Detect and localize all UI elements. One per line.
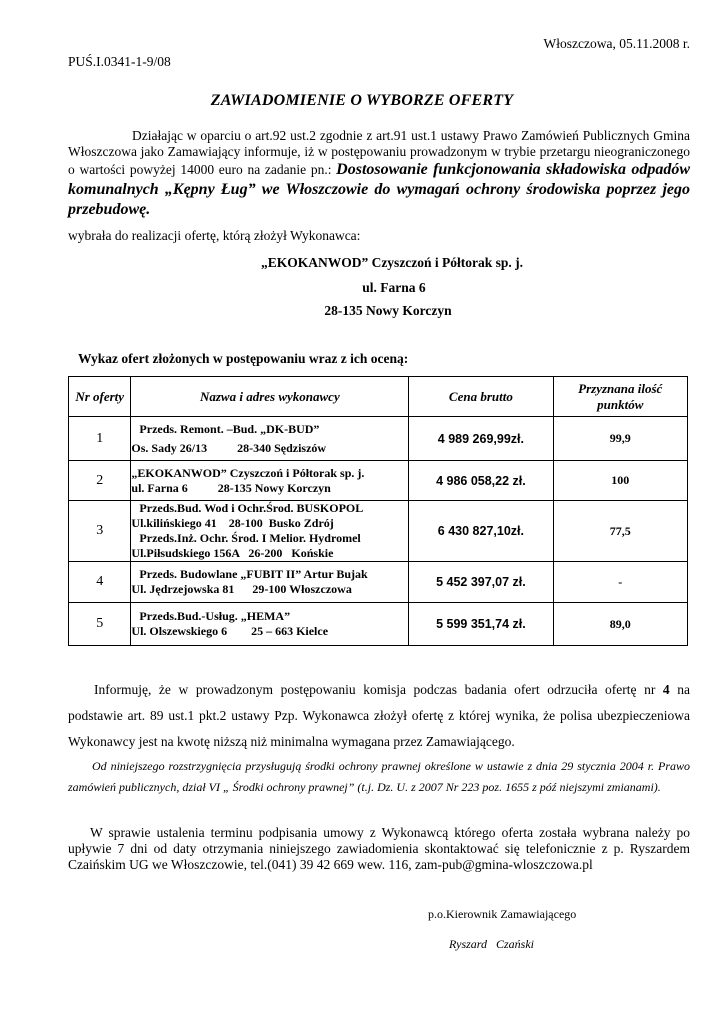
contractor-line: Os. Sady 26/13 28-340 Sędziszów <box>131 440 327 455</box>
offers-table <box>68 376 688 646</box>
reference-number: PUŚ.I.0341-1-9/08 <box>68 54 171 69</box>
contractor-line: Ul. Olszewskiego 6 25 – 663 Kielce <box>131 624 329 638</box>
header-points: Przyznana ilość punktów <box>553 377 688 417</box>
legal-remedies-text: Od niniejszego rozstrzygnięcia przysługują środki ochrony prawnej określone w ustawie z dnia 29 stycznia 2004 r. Prawo zamówień publicznych, dział VI „ Środki ochrony prawnej” (t.j. Dz. U. z 2007 Nr 223 poz. 1655 z póź niejszymi zmianami). <box>68 759 690 794</box>
contractor-line: Ul.Piłsudskiego 156A 26-200 Końskie <box>131 546 334 560</box>
contractor-line: Przeds.Inż. Ochr. Środ. I Melior. Hydromel <box>139 531 361 545</box>
table-row <box>69 417 688 461</box>
tender-subject: Dostosowanie funkcjonowania składowiska odpadów komunalnych „Kępny Ług” we Włoszczowie do wymagań ochrony środowiska poprzez jego przebudowę. <box>68 161 690 218</box>
signatory-role: p.o.Kierownik Zamawiającego <box>428 907 577 921</box>
table-row <box>69 603 688 646</box>
table-row <box>69 562 688 603</box>
signatory-name: Ryszard Czański <box>449 937 535 951</box>
contractor-name <box>131 603 409 646</box>
contractor-name <box>131 461 409 501</box>
chosen-offer-text: wybrała do realizacji ofertę, którą złożył Wykonawca: <box>68 228 361 243</box>
contractor-line: Ul. Jędrzejowska 81 29-100 Włoszczowa <box>131 582 352 596</box>
document-title: ZAWIADOMIENIE O WYBORZE OFERTY <box>210 92 514 109</box>
table-row <box>69 461 688 501</box>
offer-number: 2 <box>69 461 131 501</box>
offer-number: 4 <box>69 562 131 603</box>
offers-heading: Wykaz ofert złożonych w postępowaniu wraz z ich oceną: <box>78 351 409 366</box>
rejection-text-start: Informuję, że w prowadzonym postępowaniu komisja podczas badania ofert odrzuciła ofertę nr <box>94 682 663 697</box>
header-number: Nr oferty <box>69 377 131 417</box>
document-date: Włoszczowa, 05.11.2008 r. <box>543 36 690 51</box>
offer-points: 77,5 <box>553 501 688 562</box>
contractor-name <box>131 417 409 461</box>
offer-price: 6 430 827,10zł. <box>409 501 553 562</box>
offer-price: 4 989 269,99zł. <box>409 417 553 461</box>
offer-number: 3 <box>69 501 131 562</box>
rejection-paragraph <box>68 677 690 755</box>
contractor-line: Przeds. Remont. –Bud. „DK-BUD” <box>139 421 320 436</box>
offer-points: 100 <box>553 461 688 501</box>
intro-text: Działając w oparciu o art.92 ust.2 zgodnie z art.91 ust.1 ustawy Prawo Zamówień Publicznych Gmina Włoszczowa jako Zamawiający informuje, iż w postępowaniu prowadzonym w trybie przetargu nieograniczonego o wartości powyżej 14000 euro na zadanie pn.: <box>68 128 690 177</box>
winner-name: „EKOKANWOD” Czyszczoń i Półtorak sp. j. <box>260 255 524 270</box>
table-header-row <box>69 377 688 417</box>
intro-paragraph <box>68 128 690 220</box>
legal-remedies-paragraph <box>68 756 690 798</box>
offer-number: 1 <box>69 417 131 461</box>
winner-street: ul. Farna 6 <box>362 280 426 295</box>
contractor-line: Ul.kilińskiego 41 28-100 Busko Zdrój <box>131 516 334 530</box>
header-price: Cena brutto <box>409 377 553 417</box>
contractor-line: Przeds.Bud. Wod i Ochr.Środ. BUSKOPOL <box>139 501 364 515</box>
contact-paragraph <box>68 825 690 873</box>
contractor-name <box>131 501 409 562</box>
header-name: Nazwa i adres wykonawcy <box>131 377 409 417</box>
contractor-line: Przeds. Budowlane „FUBIT II” Artur Bujak <box>139 567 368 581</box>
contractor-line: Przeds.Bud.-Usług. „HEMA” <box>139 609 291 623</box>
contractor-name <box>131 562 409 603</box>
winner-city: 28-135 Nowy Korczyn <box>324 303 452 318</box>
offer-price: 4 986 058,22 zł. <box>409 461 553 501</box>
rejection-text-end: na podstawie art. 89 ust.1 pkt.2 ustawy Pzp. Wykonawca złożył ofertę z której wynika, że polisa ubezpieczeniowa Wykonawcy jest na kwotę niższą niż minimalna wymagana przez Zamawiającego. <box>68 682 690 749</box>
contractor-line: „EKOKANWOD” Czyszczoń i Półtorak sp. j. <box>131 465 365 480</box>
table-row <box>69 501 688 562</box>
offer-price: 5 599 351,74 zł. <box>409 603 553 646</box>
contractor-line: ul. Farna 6 28-135 Nowy Korczyn <box>131 480 331 495</box>
contact-text: W sprawie ustalenia terminu podpisania umowy z Wykonawcą którego oferta została wybrana należy po upływie 7 dni od daty otrzymania niniejszego zawiadomienia skontaktować się telefonicznie z p. Ryszardem Czaińskim UG we Włoszczowie, tel.(041) 39 42 669 wew. 116, zam-pub@gmina-wloszczowa.pl <box>68 825 690 872</box>
offer-price: 5 452 397,07 zł. <box>409 562 553 603</box>
rejected-offer-number: 4 <box>662 682 670 697</box>
offer-points: 89,0 <box>553 603 688 646</box>
offer-points: - <box>553 562 688 603</box>
offer-points: 99,9 <box>553 417 688 461</box>
offer-number: 5 <box>69 603 131 646</box>
